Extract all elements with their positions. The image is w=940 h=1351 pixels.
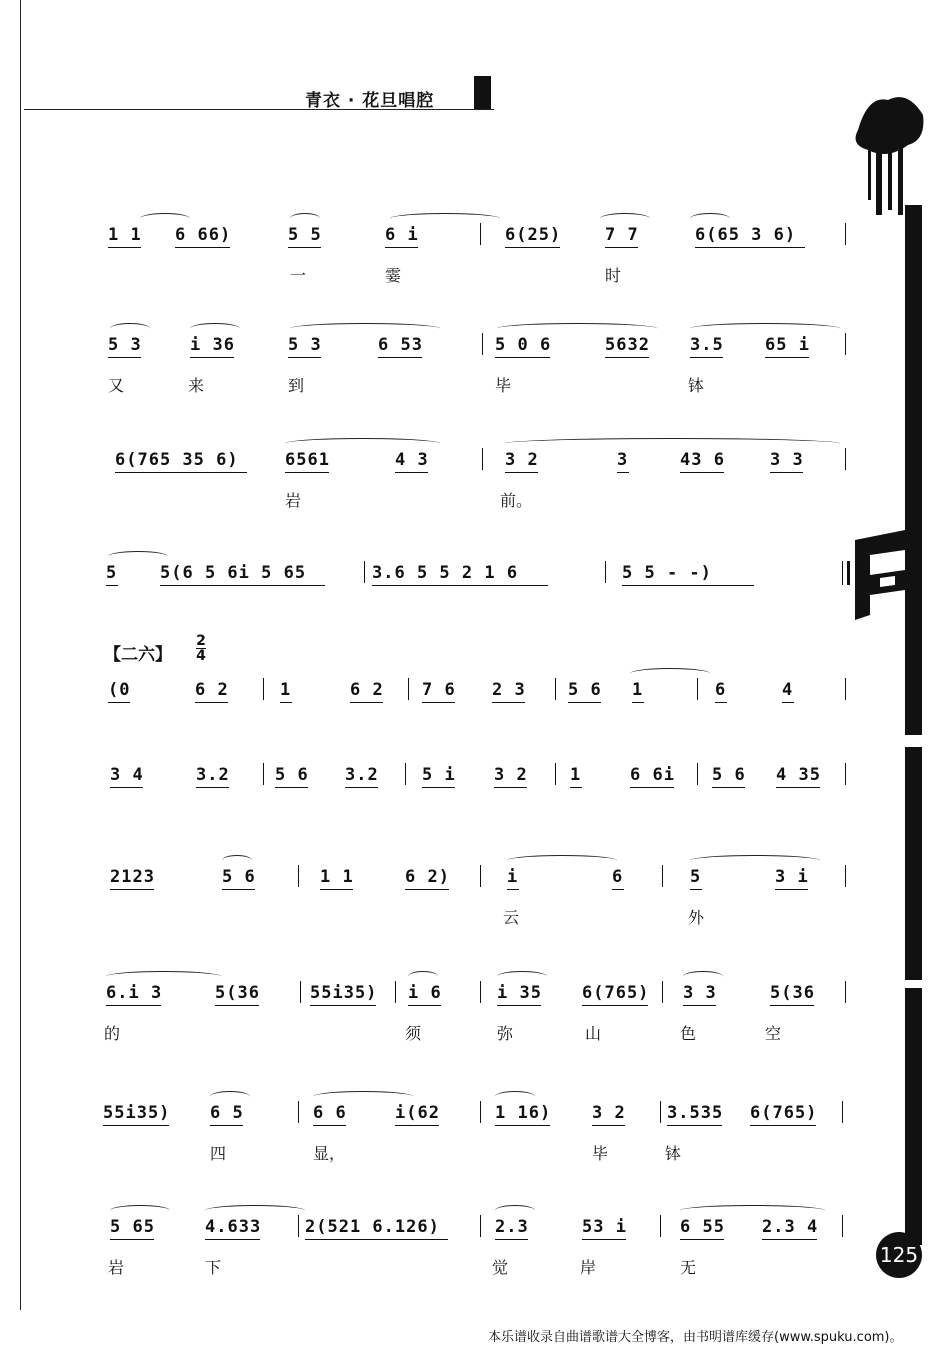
beam-underline bbox=[405, 889, 449, 890]
barline bbox=[263, 763, 264, 785]
note-group: 5(36 bbox=[215, 983, 260, 1003]
beam-underline bbox=[505, 472, 538, 473]
note-group: 5 6 bbox=[275, 765, 309, 785]
slur-arc bbox=[690, 323, 840, 334]
slur-arc bbox=[507, 855, 617, 866]
note-group: 3 2 bbox=[592, 1103, 626, 1123]
note-group: 4 bbox=[782, 680, 794, 700]
barline bbox=[845, 865, 846, 887]
barline bbox=[482, 448, 483, 470]
note-group: 3 i bbox=[775, 867, 809, 887]
lyric-char: 毕 bbox=[495, 376, 512, 395]
beam-underline bbox=[378, 357, 422, 358]
lyric-char: 的 bbox=[104, 1024, 121, 1043]
barline bbox=[845, 448, 846, 470]
beam-underline bbox=[108, 702, 130, 703]
beam-underline bbox=[350, 702, 383, 703]
beam-underline bbox=[782, 702, 794, 703]
barline bbox=[480, 1101, 481, 1123]
note-group: 5 6 bbox=[712, 765, 746, 785]
slur-arc bbox=[495, 1091, 535, 1102]
slur-arc bbox=[390, 213, 500, 224]
note-group: 1 bbox=[280, 680, 292, 700]
note-group: i 6 bbox=[408, 983, 442, 1003]
barline bbox=[395, 981, 396, 1003]
slur-arc bbox=[222, 855, 252, 866]
beam-underline bbox=[568, 702, 601, 703]
slur-arc bbox=[190, 323, 240, 334]
beam-underline bbox=[765, 357, 809, 358]
slur-arc bbox=[497, 971, 547, 982]
beam-underline bbox=[108, 247, 141, 248]
beam-underline bbox=[695, 247, 805, 248]
note-group: 2(521 6.126) bbox=[305, 1217, 440, 1237]
barline bbox=[662, 865, 663, 887]
note-group: 5 3 bbox=[108, 335, 142, 355]
barline bbox=[697, 763, 698, 785]
beam-underline bbox=[632, 702, 644, 703]
beam-underline bbox=[775, 889, 808, 890]
note-group: 6 2 bbox=[350, 680, 384, 700]
beam-underline bbox=[492, 702, 525, 703]
beam-underline bbox=[770, 472, 803, 473]
barline bbox=[845, 678, 846, 700]
lyric-char: 时 bbox=[605, 266, 622, 285]
note-group: 6(765) bbox=[582, 983, 650, 1003]
note-group: 2 3 bbox=[492, 680, 526, 700]
final-barline bbox=[842, 561, 850, 585]
barline bbox=[842, 1101, 843, 1123]
beam-underline bbox=[222, 889, 255, 890]
note-group: 5 0 6 bbox=[495, 335, 552, 355]
beam-underline bbox=[422, 702, 455, 703]
note-group: 5632 bbox=[605, 335, 650, 355]
barline bbox=[480, 223, 481, 245]
barline bbox=[845, 333, 846, 355]
beam-underline bbox=[288, 357, 321, 358]
side-bar-gap bbox=[905, 735, 922, 747]
barline bbox=[298, 1215, 299, 1237]
beam-underline bbox=[110, 889, 154, 890]
beam-underline bbox=[106, 1005, 161, 1006]
beam-underline bbox=[630, 787, 674, 788]
note-group: 6 bbox=[612, 867, 624, 887]
barline bbox=[300, 981, 301, 1003]
beam-underline bbox=[762, 1239, 817, 1240]
barline bbox=[842, 1215, 843, 1237]
note-group: 4 3 bbox=[395, 450, 429, 470]
beam-underline bbox=[110, 1239, 154, 1240]
lyric-char: 霎 bbox=[385, 266, 402, 285]
lyric-char: 到 bbox=[288, 376, 305, 395]
lyric-char: 岩 bbox=[285, 491, 302, 510]
beam-underline bbox=[495, 1239, 528, 1240]
barline bbox=[298, 865, 299, 887]
note-group: 5 5 - -) bbox=[622, 563, 712, 583]
lyric-char: 钵 bbox=[688, 376, 705, 395]
section-label: 【二六】 bbox=[104, 645, 172, 665]
slur-arc bbox=[690, 213, 730, 224]
note-group: 3.6 5 5 2 1 6 bbox=[372, 563, 519, 583]
note-group: 1 1 bbox=[108, 225, 142, 245]
note-group: 1 bbox=[570, 765, 582, 785]
note-group: 7 6 bbox=[422, 680, 456, 700]
note-group: 3.2 bbox=[345, 765, 379, 785]
note-group: 3 3 bbox=[770, 450, 804, 470]
note-group: 6 6i bbox=[630, 765, 675, 785]
note-group: 1 16) bbox=[495, 1103, 552, 1123]
beam-underline bbox=[196, 787, 229, 788]
beam-underline bbox=[195, 702, 228, 703]
beam-underline bbox=[395, 1125, 439, 1126]
barline bbox=[263, 678, 264, 700]
note-group: 6(25) bbox=[505, 225, 562, 245]
note-group: 3 bbox=[617, 450, 629, 470]
beam-underline bbox=[285, 472, 329, 473]
slur-arc bbox=[106, 971, 221, 982]
note-group: 5 5 bbox=[288, 225, 322, 245]
beam-underline bbox=[313, 1125, 346, 1126]
beam-underline bbox=[582, 1005, 648, 1006]
lyric-char: 觉 bbox=[492, 1258, 509, 1277]
note-group: 2.3 bbox=[495, 1217, 529, 1237]
lyric-char: 钵 bbox=[665, 1144, 682, 1163]
lyric-char: 毕 bbox=[592, 1144, 609, 1163]
note-group: 3 2 bbox=[505, 450, 539, 470]
note-group: 5 6 bbox=[222, 867, 256, 887]
barline bbox=[845, 763, 846, 785]
barline bbox=[364, 561, 365, 583]
slur-arc bbox=[600, 213, 650, 224]
beam-underline bbox=[617, 472, 629, 473]
lyric-char: 岸 bbox=[580, 1258, 597, 1277]
lyric-char: 岩 bbox=[108, 1258, 125, 1277]
barline bbox=[555, 678, 556, 700]
beam-underline bbox=[175, 247, 230, 248]
lyric-char: 色 bbox=[680, 1024, 697, 1043]
beam-underline bbox=[495, 357, 550, 358]
barline bbox=[298, 1101, 299, 1123]
note-group: 6 55 bbox=[680, 1217, 725, 1237]
note-group: 6(65 3 6) bbox=[695, 225, 797, 245]
note-group: 3 2 bbox=[494, 765, 528, 785]
beam-underline bbox=[582, 1239, 626, 1240]
slur-arc bbox=[505, 438, 840, 449]
note-group: i bbox=[507, 867, 519, 887]
note-group: 6 53 bbox=[378, 335, 423, 355]
note-group: i(62 bbox=[395, 1103, 440, 1123]
side-bar-gap bbox=[905, 980, 922, 988]
page-number-badge: 125 bbox=[876, 1232, 922, 1278]
barline bbox=[555, 763, 556, 785]
lyric-char: 无 bbox=[680, 1258, 697, 1277]
note-group: 6561 bbox=[285, 450, 330, 470]
lyric-char: 四 bbox=[210, 1144, 227, 1163]
beam-underline bbox=[507, 889, 519, 890]
beam-underline bbox=[205, 1239, 260, 1240]
lyric-char: 云 bbox=[503, 908, 520, 927]
header-tab-block bbox=[474, 76, 491, 109]
barline bbox=[845, 981, 846, 1003]
beam-underline bbox=[667, 1125, 722, 1126]
lyric-char: 前。 bbox=[500, 491, 533, 510]
time-signature bbox=[196, 634, 206, 663]
beam-underline bbox=[385, 247, 418, 248]
beam-underline bbox=[680, 1239, 724, 1240]
lyric-char: 又 bbox=[108, 376, 125, 395]
note-group: 6 5 bbox=[210, 1103, 244, 1123]
beam-underline bbox=[345, 787, 378, 788]
lyric-char: 须 bbox=[405, 1024, 422, 1043]
beam-underline bbox=[320, 889, 353, 890]
note-group: 3.535 bbox=[667, 1103, 724, 1123]
beam-underline bbox=[570, 787, 582, 788]
beam-underline bbox=[395, 472, 428, 473]
side-margin-bar bbox=[905, 205, 922, 1245]
beam-underline bbox=[750, 1125, 816, 1126]
beam-underline bbox=[605, 247, 638, 248]
note-group: 4 35 bbox=[776, 765, 821, 785]
barline bbox=[480, 981, 481, 1003]
note-group: 6 2 bbox=[195, 680, 229, 700]
note-group: 6 bbox=[715, 680, 727, 700]
barline bbox=[605, 561, 606, 583]
beam-underline bbox=[770, 1005, 814, 1006]
note-group: 5 i bbox=[422, 765, 456, 785]
beam-underline bbox=[108, 357, 141, 358]
barline bbox=[480, 865, 481, 887]
note-group: 6 i bbox=[385, 225, 419, 245]
beam-underline bbox=[683, 1005, 716, 1006]
note-group: 1 1 bbox=[320, 867, 354, 887]
beam-underline bbox=[712, 787, 745, 788]
beam-underline bbox=[103, 1125, 169, 1126]
beam-underline bbox=[494, 787, 527, 788]
barline bbox=[408, 678, 409, 700]
note-group: 5 bbox=[106, 563, 118, 583]
footer-credit: 本乐谱收录自曲谱歌谱大全博客，由书明谱库缓存(www.spuku.com)。 bbox=[488, 1330, 903, 1345]
slur-arc bbox=[210, 1091, 250, 1102]
slur-arc bbox=[290, 213, 320, 224]
note-group: 3 4 bbox=[110, 765, 144, 785]
slur-arc bbox=[205, 1205, 305, 1216]
beam-underline bbox=[305, 1239, 448, 1240]
note-group: 5 65 bbox=[110, 1217, 155, 1237]
note-group: 6 66) bbox=[175, 225, 232, 245]
beam-underline bbox=[592, 1125, 625, 1126]
beam-underline bbox=[115, 472, 247, 473]
slur-arc bbox=[630, 668, 710, 679]
beam-underline bbox=[275, 787, 308, 788]
beam-underline bbox=[422, 787, 455, 788]
note-group: (0 bbox=[108, 680, 131, 700]
beam-underline bbox=[210, 1125, 243, 1126]
barline bbox=[662, 981, 663, 1003]
slur-arc bbox=[110, 1205, 170, 1216]
note-group: 7 7 bbox=[605, 225, 639, 245]
beam-underline bbox=[622, 585, 754, 586]
meter-bottom: 4 bbox=[196, 648, 206, 664]
slur-arc bbox=[497, 323, 657, 334]
beam-underline bbox=[497, 1005, 541, 1006]
note-group: 6.i 3 bbox=[106, 983, 163, 1003]
beam-underline bbox=[280, 702, 292, 703]
note-group: i 36 bbox=[190, 335, 235, 355]
note-group: 43 6 bbox=[680, 450, 725, 470]
note-group: 5 6 bbox=[568, 680, 602, 700]
lyric-char: 空 bbox=[765, 1024, 782, 1043]
lyric-char: 弥 bbox=[497, 1024, 514, 1043]
slur-arc bbox=[690, 855, 820, 866]
slur-arc bbox=[313, 1091, 413, 1102]
note-group: 1 bbox=[632, 680, 644, 700]
barline bbox=[660, 1215, 661, 1237]
left-margin-rule bbox=[20, 0, 21, 1310]
note-group: 53 i bbox=[582, 1217, 627, 1237]
lyric-char: 山 bbox=[585, 1024, 602, 1043]
beam-underline bbox=[372, 585, 548, 586]
barline bbox=[482, 333, 483, 355]
lyric-char: 显， bbox=[313, 1144, 346, 1163]
beam-underline bbox=[690, 357, 723, 358]
slur-arc bbox=[408, 971, 438, 982]
note-group: 6(765 35 6) bbox=[115, 450, 239, 470]
note-group: 3.2 bbox=[196, 765, 230, 785]
note-group: i 35 bbox=[497, 983, 542, 1003]
lyric-char: 下 bbox=[205, 1258, 222, 1277]
tree-decoration-icon bbox=[848, 90, 928, 220]
beam-underline bbox=[215, 1005, 259, 1006]
beam-underline bbox=[690, 889, 702, 890]
slur-arc bbox=[285, 438, 440, 449]
beam-underline bbox=[106, 585, 118, 586]
lyric-char: 外 bbox=[688, 908, 705, 927]
beam-underline bbox=[288, 247, 321, 248]
note-group: 3 3 bbox=[683, 983, 717, 1003]
beam-underline bbox=[408, 1005, 441, 1006]
slur-arc bbox=[680, 1205, 825, 1216]
note-group: 55i35) bbox=[103, 1103, 171, 1123]
slur-arc bbox=[110, 323, 150, 334]
note-group: 2.3 4 bbox=[762, 1217, 819, 1237]
note-group: 2123 bbox=[110, 867, 155, 887]
beam-underline bbox=[680, 472, 724, 473]
lyric-char: 来 bbox=[188, 376, 205, 395]
note-group: 3.5 bbox=[690, 335, 724, 355]
barline bbox=[405, 763, 406, 785]
meter-top: 2 bbox=[196, 633, 206, 649]
barline bbox=[480, 1215, 481, 1237]
note-group: 6 2) bbox=[405, 867, 450, 887]
barline bbox=[660, 1101, 661, 1123]
barline bbox=[845, 223, 846, 245]
note-group: 5 bbox=[690, 867, 702, 887]
beam-underline bbox=[776, 787, 820, 788]
note-group: 5(6 5 6i 5 65 bbox=[160, 563, 307, 583]
beam-underline bbox=[160, 585, 325, 586]
barline bbox=[697, 678, 698, 700]
beam-underline bbox=[310, 1005, 376, 1006]
note-group: 5 3 bbox=[288, 335, 322, 355]
slur-arc bbox=[290, 323, 440, 334]
beam-underline bbox=[190, 357, 234, 358]
slur-arc bbox=[495, 1205, 535, 1216]
slur-arc bbox=[683, 971, 723, 982]
slur-arc bbox=[108, 551, 168, 562]
note-group: 5(36 bbox=[770, 983, 815, 1003]
page-header-title: 青衣 · 花旦唱腔 bbox=[305, 91, 435, 111]
calligraphy-glyph-icon bbox=[850, 530, 910, 620]
beam-underline bbox=[110, 787, 143, 788]
beam-underline bbox=[495, 1125, 550, 1126]
note-group: 4.633 bbox=[205, 1217, 262, 1237]
note-group: 55i35) bbox=[310, 983, 378, 1003]
slur-arc bbox=[140, 213, 190, 224]
note-group: 6(765) bbox=[750, 1103, 818, 1123]
note-group: 65 i bbox=[765, 335, 810, 355]
beam-underline bbox=[612, 889, 624, 890]
beam-underline bbox=[605, 357, 649, 358]
beam-underline bbox=[715, 702, 727, 703]
lyric-char: 一 bbox=[290, 266, 307, 285]
note-group: 6 6 bbox=[313, 1103, 347, 1123]
beam-underline bbox=[505, 247, 560, 248]
